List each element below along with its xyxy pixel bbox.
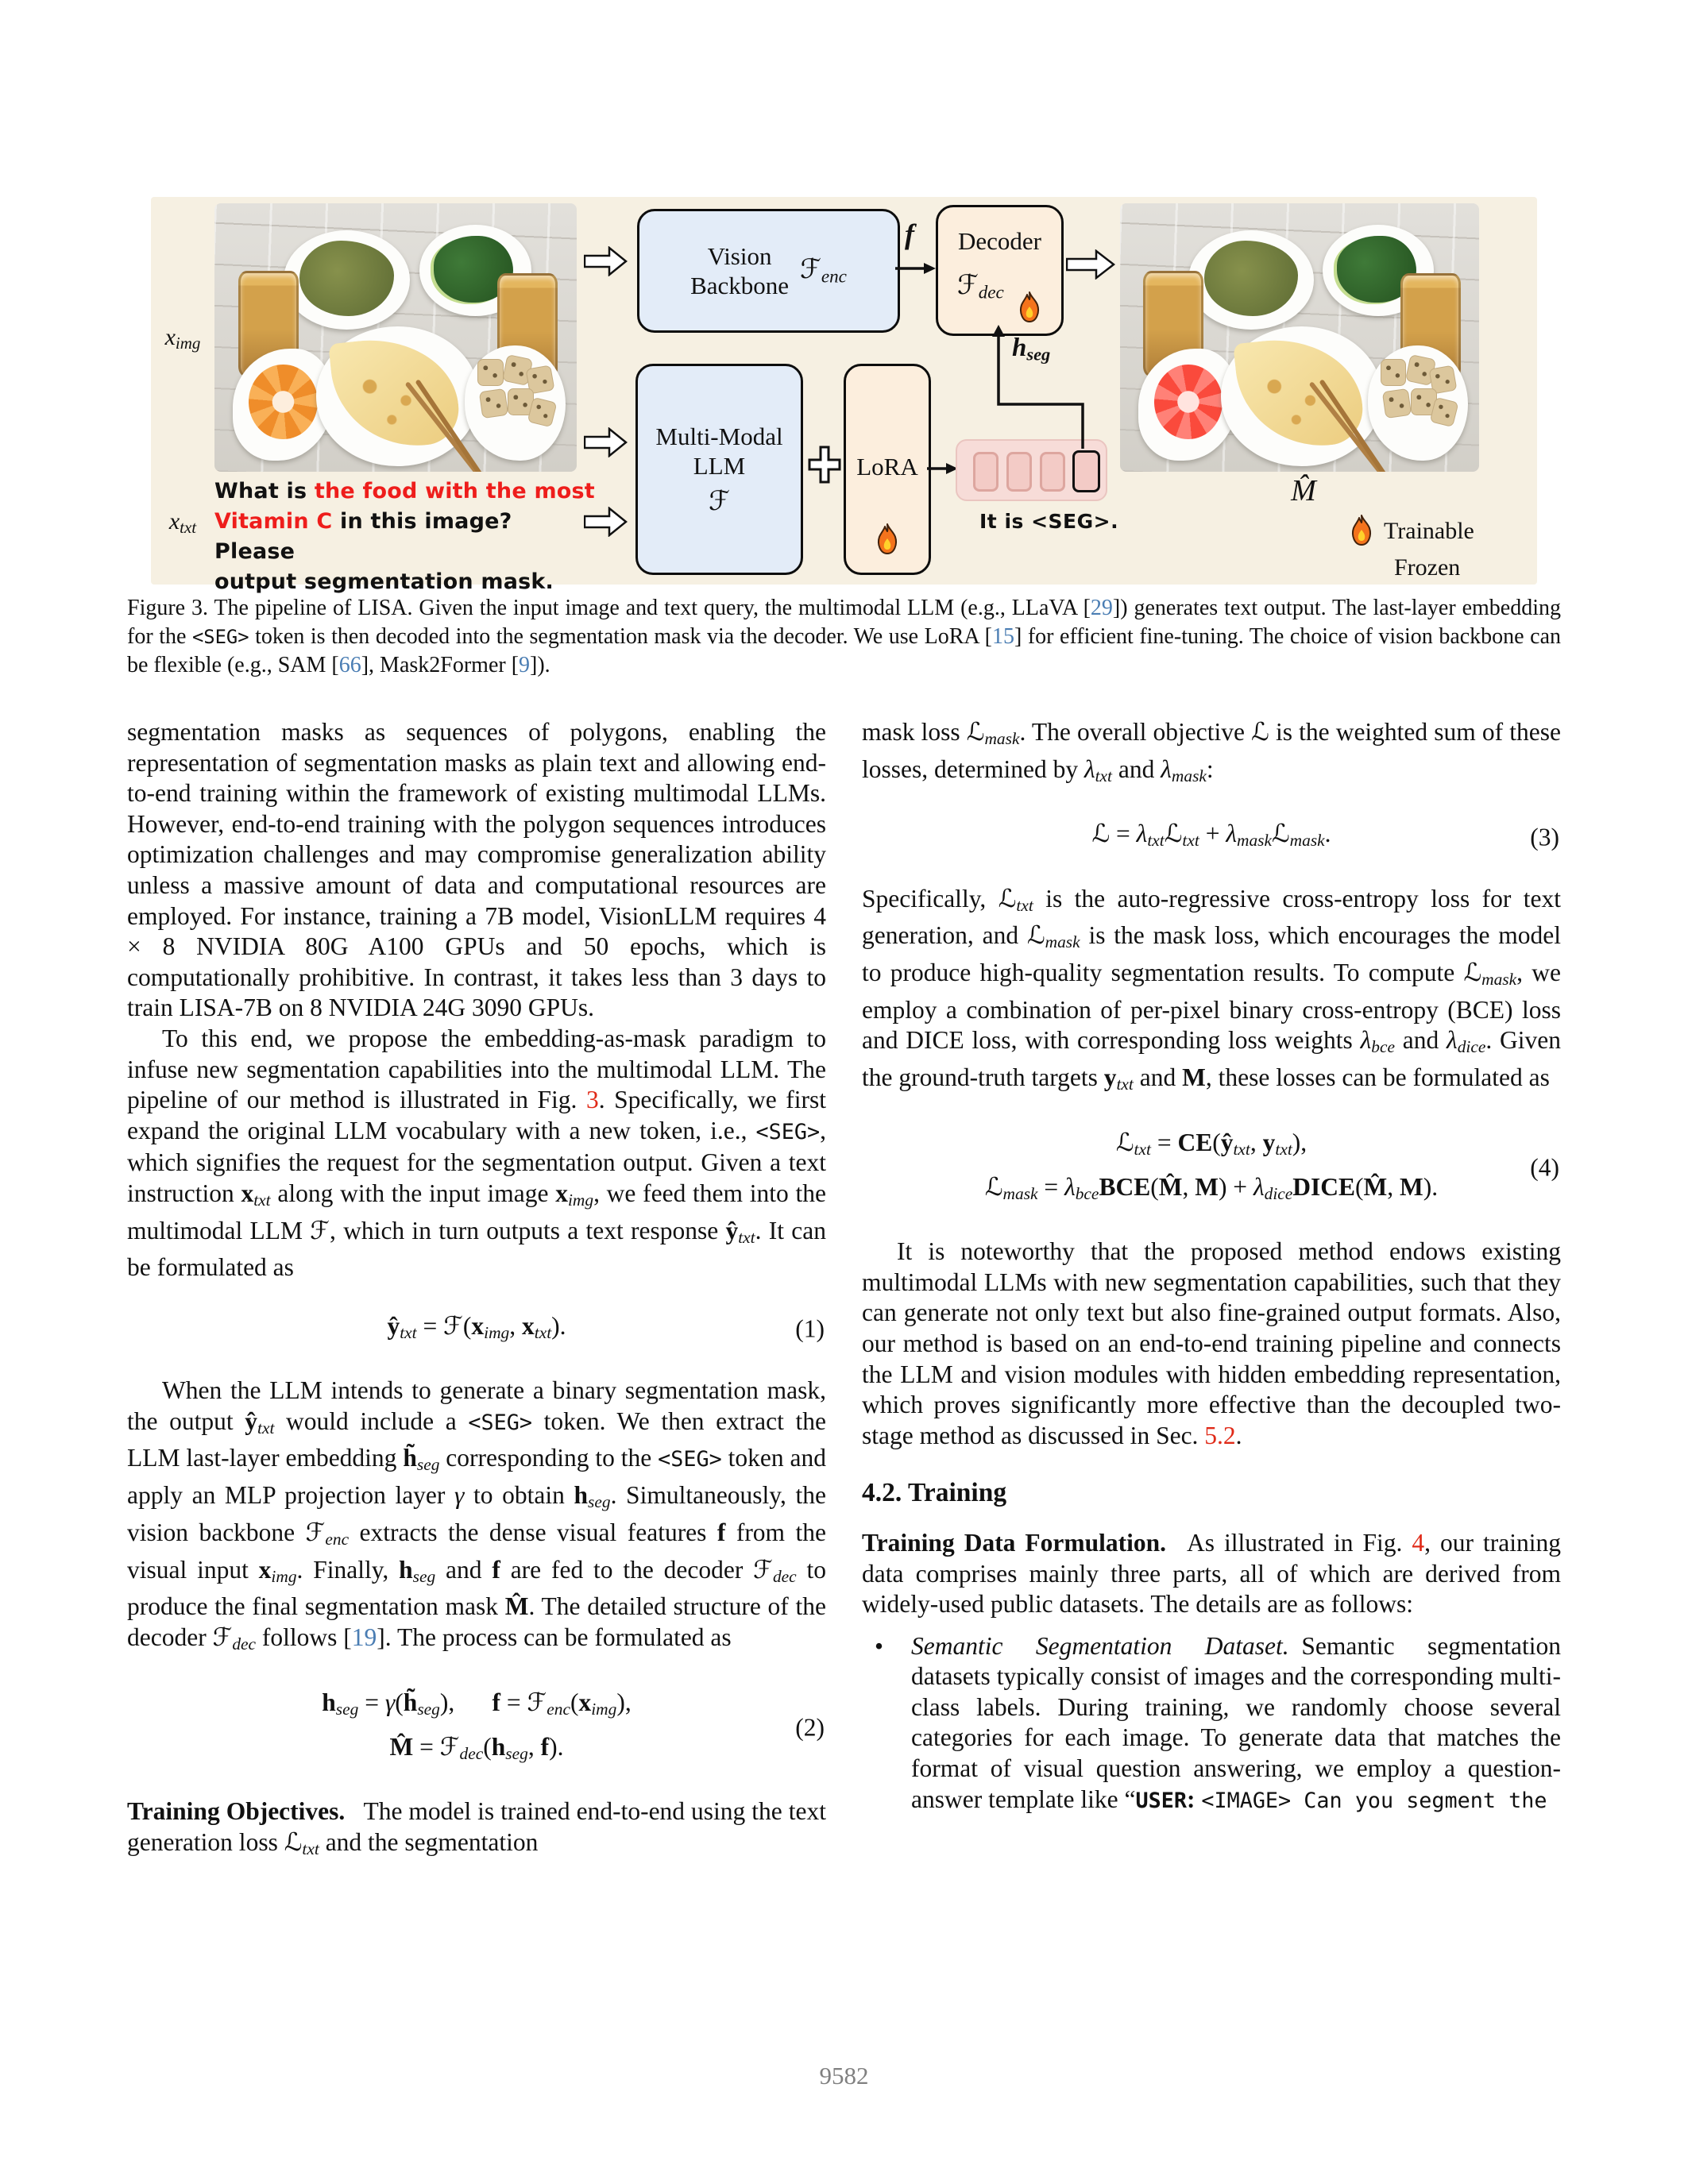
figure-3-panel bbox=[151, 197, 1537, 594]
equation-line bbox=[127, 1728, 826, 1773]
paragraph bbox=[862, 1528, 1561, 1620]
equation-number: (1) bbox=[795, 1314, 825, 1343]
text-run: = bbox=[1037, 1173, 1065, 1202]
plus-icon bbox=[807, 445, 842, 484]
block-arrow-icon bbox=[584, 427, 628, 457]
text-run: + bbox=[1199, 820, 1226, 848]
text-run: The model is trained end-to-end using the text generation loss bbox=[127, 1796, 827, 1856]
f-symbol bbox=[709, 485, 730, 517]
text-run: dice bbox=[1457, 1037, 1486, 1057]
text-run: txt bbox=[534, 1323, 552, 1343]
script-f: ℱ bbox=[957, 269, 979, 301]
text-run: <SEG> bbox=[191, 625, 249, 648]
text-run: seg bbox=[335, 1699, 359, 1719]
dec-sub: dec bbox=[978, 282, 1004, 303]
text-run: <SEG> bbox=[468, 1410, 532, 1435]
text-run: , bbox=[1250, 1128, 1263, 1156]
text-run: What is bbox=[214, 479, 315, 504]
text-run: dec bbox=[772, 1566, 797, 1586]
text-run: seg bbox=[412, 1566, 436, 1586]
text-run: output segmentation mask. bbox=[214, 569, 554, 594]
text-run: = bbox=[413, 1732, 440, 1761]
text-run: ℒ bbox=[966, 718, 985, 747]
text-run: Semantic segmentation datasets typically consist of images and the corresponding multi-class labels. During training, we randomly choose several categories for each image. To generate data that matches the format of visual question answering, we employ a question-answer template like “ bbox=[911, 1631, 1561, 1813]
text-run: x bbox=[522, 1311, 535, 1340]
text-run: mask bbox=[1045, 932, 1080, 952]
text-run: , we feed them into the multimodal LLM bbox=[127, 1179, 826, 1244]
text-run: f bbox=[492, 1688, 500, 1716]
text-run: ℱ bbox=[212, 1623, 233, 1652]
text-run: ), bbox=[616, 1688, 632, 1716]
text-run: ℒ bbox=[1091, 820, 1111, 849]
text-run: BCE bbox=[1099, 1173, 1151, 1202]
text-run: mask bbox=[984, 729, 1020, 749]
text-run: bce bbox=[1075, 1184, 1099, 1204]
x-img-label bbox=[153, 324, 213, 353]
decoder-box bbox=[936, 205, 1064, 336]
edamame-shape bbox=[299, 241, 394, 316]
text-run: mask bbox=[1171, 766, 1207, 785]
text-run: , these losses can be formulated as bbox=[1205, 1063, 1550, 1092]
text-run: txt bbox=[1095, 766, 1113, 785]
text-run: ( bbox=[1150, 1173, 1159, 1202]
token bbox=[1006, 452, 1032, 492]
text-run: ℒ bbox=[1026, 921, 1045, 951]
text-run: . Specifically, we first expand the original LLM vocabulary with a new token, i.e., bbox=[127, 1086, 826, 1144]
multimodal-llm-box bbox=[635, 364, 803, 575]
query-text bbox=[214, 477, 596, 597]
equation-number: (3) bbox=[1530, 823, 1559, 851]
text-run: ŷ bbox=[1220, 1128, 1234, 1156]
text-run: in this image? Please bbox=[214, 509, 512, 564]
text-run: mask bbox=[1481, 970, 1517, 990]
legend-trainable: Trainable bbox=[1384, 518, 1474, 544]
paragraph bbox=[127, 1024, 826, 1283]
text-run: <SEG> bbox=[755, 1119, 821, 1144]
text-run: is the auto-regressive cross-entropy loss for text generation, and bbox=[862, 884, 1561, 950]
text-run: ℱ bbox=[439, 1732, 460, 1761]
text-run: <IMAGE> Can you segment the bbox=[1201, 1788, 1547, 1813]
text-run: M̂ bbox=[504, 1592, 529, 1621]
text-run: dec bbox=[459, 1743, 484, 1763]
text-run: γ bbox=[454, 1481, 465, 1510]
text-run: M bbox=[1195, 1173, 1219, 1202]
paragraph bbox=[862, 1237, 1561, 1451]
text-run: token. We then extract the LLM last-layer embedding bbox=[127, 1406, 826, 1472]
text-run: Figure 3. The pipeline of LISA. Given the input image and text query, the multimodal LLM (e.g., LLaVA [ bbox=[127, 596, 1091, 620]
paragraph bbox=[127, 1376, 826, 1660]
text-run: seg bbox=[588, 1492, 611, 1512]
text-run: ŷ bbox=[725, 1216, 739, 1244]
vision-label-line2: Backbone bbox=[690, 272, 790, 299]
text-run: x bbox=[241, 1179, 254, 1207]
query-line-1 bbox=[214, 477, 596, 507]
text-run: ). bbox=[1423, 1173, 1439, 1202]
text-run: and bbox=[1112, 754, 1161, 783]
text-run: . Finally, bbox=[296, 1555, 400, 1584]
text-run: h̃ bbox=[403, 1688, 418, 1716]
text-run: ), bbox=[439, 1688, 455, 1716]
vision-backbone-label bbox=[690, 241, 789, 300]
text-run: h bbox=[399, 1555, 413, 1584]
text-run: = bbox=[416, 1311, 444, 1340]
x-img-sub: img bbox=[175, 334, 201, 353]
text-run: ]). bbox=[530, 653, 550, 677]
text-run: txt bbox=[1233, 1140, 1250, 1160]
text-run: ( bbox=[1212, 1128, 1221, 1156]
h-seg-base: h bbox=[1012, 334, 1027, 362]
text-run: dice bbox=[1264, 1184, 1293, 1204]
token bbox=[1040, 452, 1065, 492]
text-run: corresponding to the bbox=[439, 1444, 659, 1472]
text-run: , we employ a combination of per-pixel binary cross-entropy (BCE) loss and DICE loss, with corresponding loss weights bbox=[862, 959, 1561, 1055]
text-run: ℒ bbox=[284, 1827, 303, 1857]
text-run: seg bbox=[417, 1699, 440, 1719]
text-run: 5.2 bbox=[1204, 1421, 1236, 1449]
equation bbox=[127, 1684, 826, 1773]
page-number: 9582 bbox=[819, 2062, 869, 2089]
enc-sub: enc bbox=[821, 266, 847, 287]
text-run: y bbox=[1103, 1063, 1117, 1092]
text-run: segmentation masks as sequences of polygons, enabling the representation of segmentation masks as plain text and allowing end-to-end training within the framework of existing multimodal LLMs. However, end-to-end training with the polygon sequences introduces optimization challenges and may compromise generalization ability unless a massive amount of data and computational resources are employed. For instance, training a 7B model, VisionLLM requires 4 × 8 NVIDIA 80G A100 GPUs and 50 epochs, which is computationally prohibitive. In contrast, it takes less than 3 days to train LISA-7B on 8 NVIDIA 24G 3090 GPUs. bbox=[127, 718, 826, 1022]
text-run: to obtain bbox=[464, 1481, 574, 1510]
text-run: follows [ bbox=[256, 1623, 352, 1651]
text-run: txt bbox=[1016, 895, 1033, 915]
equation-line bbox=[127, 1307, 826, 1352]
text-run: ℒ bbox=[1251, 718, 1269, 747]
x-img-base: x bbox=[164, 324, 176, 350]
fire-icon bbox=[1348, 513, 1375, 548]
query-line-2 bbox=[214, 507, 596, 567]
text-run: 3 bbox=[585, 1086, 599, 1114]
text-run: the food with the most bbox=[314, 479, 595, 504]
legend-frozen: Frozen bbox=[1394, 554, 1461, 581]
text-run: DICE bbox=[1292, 1173, 1356, 1202]
script-f: ℱ bbox=[709, 485, 730, 517]
arrow-f-icon bbox=[895, 260, 937, 276]
paragraph bbox=[127, 1796, 826, 1864]
figure-3-caption bbox=[127, 594, 1561, 680]
text-run: λ bbox=[1136, 820, 1148, 848]
text-run: USER bbox=[1135, 1788, 1187, 1813]
cube-shape bbox=[1381, 359, 1407, 386]
bullet-item bbox=[862, 1631, 1561, 1817]
text-run: 29 bbox=[1090, 596, 1113, 620]
text-run: and bbox=[1394, 1026, 1447, 1055]
text-run: . bbox=[1324, 820, 1331, 848]
text-run: ] for efficient fine-tuning. The choice of vision backbone can be flexible (e.g., SAM [ bbox=[127, 623, 1562, 677]
text-run: M̂ bbox=[389, 1732, 414, 1761]
block-arrow-icon bbox=[1066, 249, 1115, 280]
text-run: ( bbox=[483, 1732, 492, 1761]
text-run: When the LLM intends to generate a binary segmentation mask, the output bbox=[127, 1376, 826, 1435]
text-run: , bbox=[527, 1732, 541, 1761]
llm-label-line2: LLM bbox=[693, 452, 746, 480]
text-run: txt bbox=[1275, 1140, 1292, 1160]
tangerine-shape bbox=[249, 365, 318, 440]
fire-icon bbox=[1016, 290, 1043, 325]
text-run: . Simultaneously, the vision backbone bbox=[127, 1481, 826, 1546]
text-run: γ bbox=[384, 1688, 396, 1716]
text-run: txt bbox=[1182, 831, 1199, 851]
paragraph bbox=[127, 717, 826, 1024]
left-column bbox=[127, 717, 826, 1864]
x-txt-base: x bbox=[168, 508, 180, 534]
equation bbox=[127, 1307, 826, 1352]
text-run: = bbox=[500, 1688, 527, 1716]
h-seg-label bbox=[1012, 334, 1050, 365]
text-run: , bbox=[1182, 1173, 1196, 1202]
text-run: ). bbox=[549, 1732, 564, 1761]
text-run: txt bbox=[257, 1418, 275, 1437]
text-run: 15 bbox=[991, 623, 1014, 649]
text-run: and bbox=[435, 1555, 492, 1584]
text-run: and bbox=[1133, 1063, 1183, 1092]
text-run: Specifically, bbox=[862, 884, 999, 913]
text-run: 66 bbox=[338, 653, 361, 677]
text-run: are fed to the decoder bbox=[500, 1555, 754, 1584]
text-run: mask loss bbox=[862, 718, 967, 746]
text-run: ]. The process can be formulated as bbox=[377, 1623, 732, 1651]
text-run: λ bbox=[1360, 1026, 1372, 1055]
equation-line bbox=[862, 815, 1561, 859]
text-run: ℱ bbox=[527, 1688, 547, 1717]
text-run: Training Data Formulation. bbox=[862, 1528, 1167, 1557]
text-run: img bbox=[484, 1323, 510, 1343]
text-run: : bbox=[1186, 1785, 1202, 1813]
equation bbox=[862, 815, 1561, 859]
text-run: ). bbox=[551, 1311, 566, 1340]
text-run: mask bbox=[1002, 1184, 1038, 1204]
text-run: extracts the dense visual features bbox=[349, 1518, 717, 1546]
cube-shape bbox=[479, 388, 508, 419]
text-run: ℒ bbox=[998, 884, 1017, 913]
text-run: bce bbox=[1371, 1037, 1395, 1057]
m-hat-label: M̂ bbox=[1291, 474, 1316, 507]
text-run: txt bbox=[400, 1323, 417, 1343]
text-run: img bbox=[591, 1699, 617, 1719]
text-run: ( bbox=[570, 1688, 579, 1716]
text-run: ℱ bbox=[305, 1518, 326, 1547]
lora-label: LoRA bbox=[856, 453, 918, 480]
text-run: seg bbox=[505, 1743, 528, 1763]
bullet-text bbox=[911, 1631, 1561, 1817]
text-run: 9 bbox=[519, 653, 531, 677]
text-run: λ bbox=[1161, 754, 1172, 783]
x-txt-label bbox=[153, 508, 213, 538]
text-run: : bbox=[1206, 754, 1214, 783]
text-run: h bbox=[491, 1732, 506, 1761]
text-run: mask bbox=[1289, 831, 1325, 851]
text-run: f bbox=[717, 1518, 726, 1546]
llm-label-line1: Multi-Modal bbox=[655, 423, 783, 450]
text-run: 19 bbox=[351, 1623, 377, 1651]
text-run: x bbox=[258, 1555, 272, 1584]
text-run: , our training data comprises mainly three parts, all of which are derived from widely-used public datasets. The details are as follows: bbox=[862, 1528, 1561, 1619]
text-run: , bbox=[1387, 1173, 1400, 1202]
llm-output-sentence: It is <SEG>. bbox=[979, 510, 1119, 533]
text-run bbox=[454, 1688, 492, 1716]
lora-box bbox=[844, 364, 931, 575]
text-run: As illustrated in Fig. bbox=[1166, 1528, 1412, 1557]
text-run: It is noteworthy that the proposed method endows existing multimodal LLMs with new segmentation capabilities, such that they can generate not only text but also fine-grained output formats. Also, our method is based on an end-to-end training pipeline and connects the LLM and vision modules with hidden embedding representation, which proves significantly more effective than the decoupled two-stage method as discussed in Sec. bbox=[862, 1237, 1561, 1449]
text-run: 4 bbox=[1412, 1528, 1425, 1557]
text-run: seg bbox=[416, 1455, 440, 1475]
text-run: txt bbox=[738, 1227, 755, 1247]
equation-line bbox=[127, 1684, 826, 1728]
text-run: would include a bbox=[274, 1406, 469, 1435]
cube-shape bbox=[1382, 388, 1412, 419]
text-run: ], Mask2Former [ bbox=[361, 653, 520, 677]
text-run: h bbox=[322, 1688, 336, 1716]
text-run: ℒ bbox=[1164, 820, 1183, 849]
text-run: λ bbox=[1083, 754, 1095, 783]
text-run: = bbox=[1150, 1128, 1178, 1156]
equation-number: (2) bbox=[795, 1713, 825, 1742]
text-run: and the segmentation bbox=[319, 1827, 539, 1856]
vision-backbone-box bbox=[637, 209, 900, 333]
text-run: M bbox=[1182, 1063, 1206, 1092]
text-run: . It can be formulated as bbox=[127, 1216, 827, 1282]
paragraph bbox=[862, 884, 1561, 1100]
text-run: ( bbox=[1355, 1173, 1364, 1202]
text-run: . The detailed structure of the decoder bbox=[127, 1592, 826, 1651]
edamame-shape bbox=[1204, 241, 1298, 316]
text-run: ℱ bbox=[443, 1311, 463, 1341]
token bbox=[973, 452, 999, 492]
equation-line bbox=[862, 1168, 1561, 1213]
text-run: y bbox=[1262, 1128, 1276, 1156]
bullet-marker: • bbox=[875, 1631, 884, 1660]
text-run: λ bbox=[1447, 1026, 1458, 1055]
text-run: token is then decoded into the segmentation mask via the decoder. We use LoRA [ bbox=[249, 623, 992, 649]
block-arrow-icon bbox=[584, 507, 628, 537]
output-food-image bbox=[1120, 203, 1479, 472]
text-run: ℒ bbox=[1271, 820, 1290, 849]
text-run: M̂ bbox=[1158, 1173, 1183, 1202]
text-run: ŷ bbox=[387, 1311, 400, 1340]
text-run: Vitamin C bbox=[214, 509, 333, 534]
f-feature-label: f bbox=[905, 218, 914, 250]
text-run: ℒ bbox=[984, 1173, 1003, 1202]
h-seg-sub: seg bbox=[1026, 344, 1051, 365]
text-run: , which signifies the request for the segmentation output. Given a text instruction bbox=[127, 1116, 826, 1207]
text-run: = bbox=[358, 1688, 385, 1716]
text-run: h bbox=[574, 1481, 589, 1510]
text-run: = bbox=[1110, 820, 1137, 848]
text-run: mask bbox=[1236, 831, 1272, 851]
text-run: , which in turn outputs a text response bbox=[330, 1216, 726, 1244]
right-column bbox=[862, 717, 1561, 1816]
text-run: λ bbox=[1226, 820, 1237, 848]
equation-number: (4) bbox=[1530, 1153, 1559, 1182]
text-run: , bbox=[509, 1311, 522, 1340]
x-txt-sub: txt bbox=[180, 518, 197, 538]
text-run: . bbox=[1235, 1421, 1242, 1449]
text-run: txt bbox=[1147, 831, 1165, 851]
text-run: ŷ bbox=[245, 1406, 257, 1435]
equation-line bbox=[862, 1124, 1561, 1168]
text-run: token and apply an MLP projection layer bbox=[127, 1444, 826, 1510]
text-run: . The overall objective bbox=[1019, 718, 1252, 746]
text-run: f bbox=[492, 1555, 500, 1584]
arrow-tokens-icon bbox=[927, 461, 959, 477]
text-run: λ bbox=[1064, 1173, 1076, 1202]
text-run: ( bbox=[395, 1688, 404, 1716]
text-run: To this end, we propose the embedding-as-mask paradigm to infuse new segmentation capabilities into the multimodal LLM. The pipeline of our method is illustrated in Fig. bbox=[127, 1024, 826, 1114]
text-run: ℱ bbox=[753, 1555, 773, 1584]
text-run: ( bbox=[462, 1311, 472, 1340]
text-run: enc bbox=[325, 1530, 350, 1549]
text-run: <SEG> bbox=[658, 1447, 722, 1472]
text-run: ]) generates text output. The last-layer embedding for the bbox=[127, 596, 1561, 649]
f-enc-symbol bbox=[800, 253, 847, 288]
text-run: λ bbox=[1253, 1173, 1265, 1202]
text-run: ℒ bbox=[1115, 1128, 1134, 1157]
text-run: from the visual input bbox=[127, 1518, 826, 1584]
tangerine-shape bbox=[1154, 365, 1223, 440]
f-dec-symbol bbox=[957, 269, 1004, 304]
query-line-3 bbox=[214, 567, 596, 597]
text-run: M bbox=[1400, 1173, 1423, 1202]
text-run: txt bbox=[253, 1190, 271, 1210]
text-run: txt bbox=[1134, 1140, 1151, 1160]
text-run: img bbox=[271, 1566, 297, 1586]
text-run: ) + bbox=[1218, 1173, 1253, 1202]
text-run: img bbox=[567, 1190, 594, 1210]
text-run: . Given the ground-truth targets bbox=[862, 1026, 1561, 1092]
paragraph bbox=[862, 717, 1561, 791]
section-heading: 4.2. Training bbox=[862, 1478, 1007, 1508]
text-run: ℱ bbox=[310, 1216, 330, 1245]
cube-shape bbox=[477, 359, 504, 386]
text-run: to produce the final segmentation mask bbox=[127, 1555, 826, 1621]
text-run: txt bbox=[1116, 1075, 1134, 1094]
script-f: ℱ bbox=[800, 253, 821, 286]
text-run: Training Objectives. bbox=[127, 1796, 346, 1825]
text-run: is the weighted sum of these losses, determined by bbox=[862, 718, 1562, 783]
text-run: Semantic Segmentation Dataset. bbox=[911, 1631, 1289, 1660]
seg-token bbox=[1072, 450, 1100, 492]
text-run: x bbox=[471, 1311, 485, 1340]
text-run: enc bbox=[547, 1699, 570, 1719]
text-run: x bbox=[578, 1688, 592, 1716]
text-run: h̃ bbox=[403, 1444, 417, 1472]
text-run: ℒ bbox=[1463, 959, 1482, 988]
block-arrow-icon bbox=[584, 246, 628, 276]
fire-icon bbox=[874, 522, 901, 557]
text-run: M̂ bbox=[1363, 1173, 1388, 1202]
text-run: along with the input image bbox=[270, 1179, 556, 1207]
text-run: CE bbox=[1177, 1128, 1213, 1156]
equation bbox=[862, 1124, 1561, 1213]
decoder-label: Decoder bbox=[958, 227, 1041, 255]
text-run: f bbox=[540, 1732, 550, 1761]
text-run: x bbox=[555, 1179, 568, 1207]
text-run: txt bbox=[302, 1839, 319, 1858]
input-food-image bbox=[214, 203, 577, 472]
text-run: is the mask loss, which encourages the model to produce high-quality segmentation results. To compute bbox=[862, 921, 1561, 987]
text-run: dec bbox=[232, 1634, 257, 1654]
vision-label-line1: Vision bbox=[707, 242, 772, 270]
text-run: ), bbox=[1292, 1128, 1308, 1156]
